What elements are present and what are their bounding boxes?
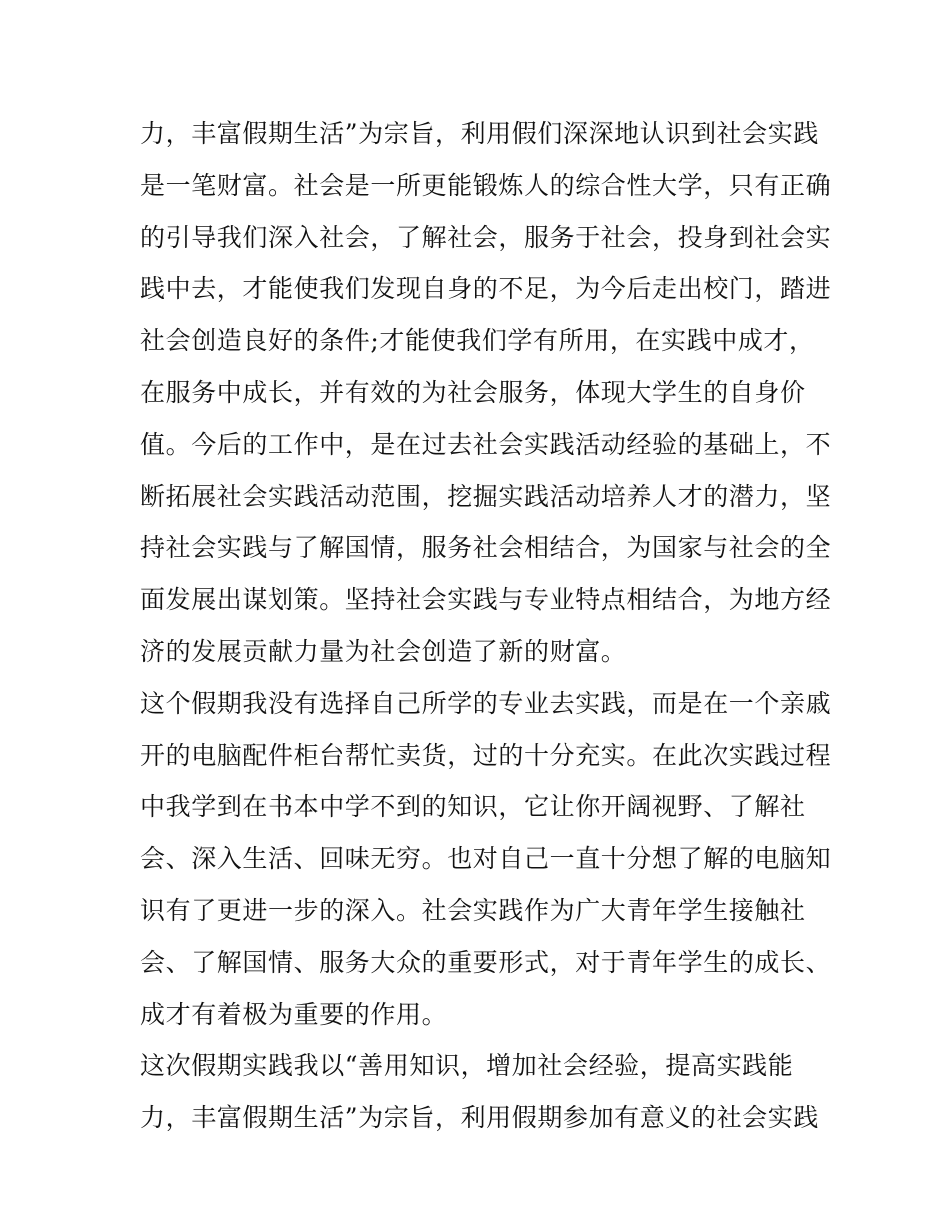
text-line: 社会创造良好的条件;才能使我们学有所用，在实践中成才，	[140, 326, 815, 356]
text-line: 成才有着极为重要的作用。	[140, 999, 448, 1029]
text-line: 力，丰富假期生活”为宗旨，利用假们深深地认识到社会实践	[140, 119, 819, 148]
text-line: 中我学到在书本中学不到的知识，它让你开阔视野、了解社	[140, 792, 806, 822]
text-line: 持社会实践与了解国情，服务社会相结合，为国家与社会的全	[140, 533, 832, 563]
text-line: 识有了更进一步的深入。社会实践作为广大青年学生接触社	[140, 895, 806, 925]
text-line: 会、深入生活、回味无穷。也对自己一直十分想了解的电脑知	[140, 844, 832, 874]
text-line: 力，丰富假期生活”为宗旨，利用假期参加有意义的社会实践	[140, 1103, 819, 1133]
text-line: 济的发展贡献力量为社会创造了新的财富。	[140, 636, 627, 666]
text-line: 断拓展社会实践活动范围，挖掘实践活动培养人才的潜力，坚	[140, 481, 832, 511]
text-line: 值。今后的工作中，是在过去社会实践活动经验的基础上，不	[140, 429, 832, 459]
text-line: 在服务中成长，并有效的为社会服务，体现大学生的自身价	[140, 377, 806, 407]
document-body	[140, 108, 832, 1144]
text-line: 这次假期实践我以“善用知识，增加社会经验，提高实践能	[140, 1051, 794, 1081]
text-line: 会、了解国情、服务大众的重要形式，对于青年学生的成长、	[140, 947, 832, 977]
text-line: 开的电脑配件柜台帮忙卖货，过的十分充实。在此次实践过程	[140, 740, 832, 770]
text-line: 面发展出谋划策。坚持社会实践与专业特点相结合，为地方经	[140, 585, 832, 615]
text-line: 是一笔财富。社会是一所更能锻炼人的综合性大学，只有正确	[140, 170, 832, 200]
text-line: 践中去，才能使我们发现自身的不足，为今后走出校门，踏进	[140, 274, 832, 304]
text-line: 这个假期我没有选择自己所学的专业去实践，而是在一个亲戚	[140, 688, 832, 718]
text-line: 的引导我们深入社会，了解社会，服务于社会，投身到社会实	[140, 222, 832, 252]
